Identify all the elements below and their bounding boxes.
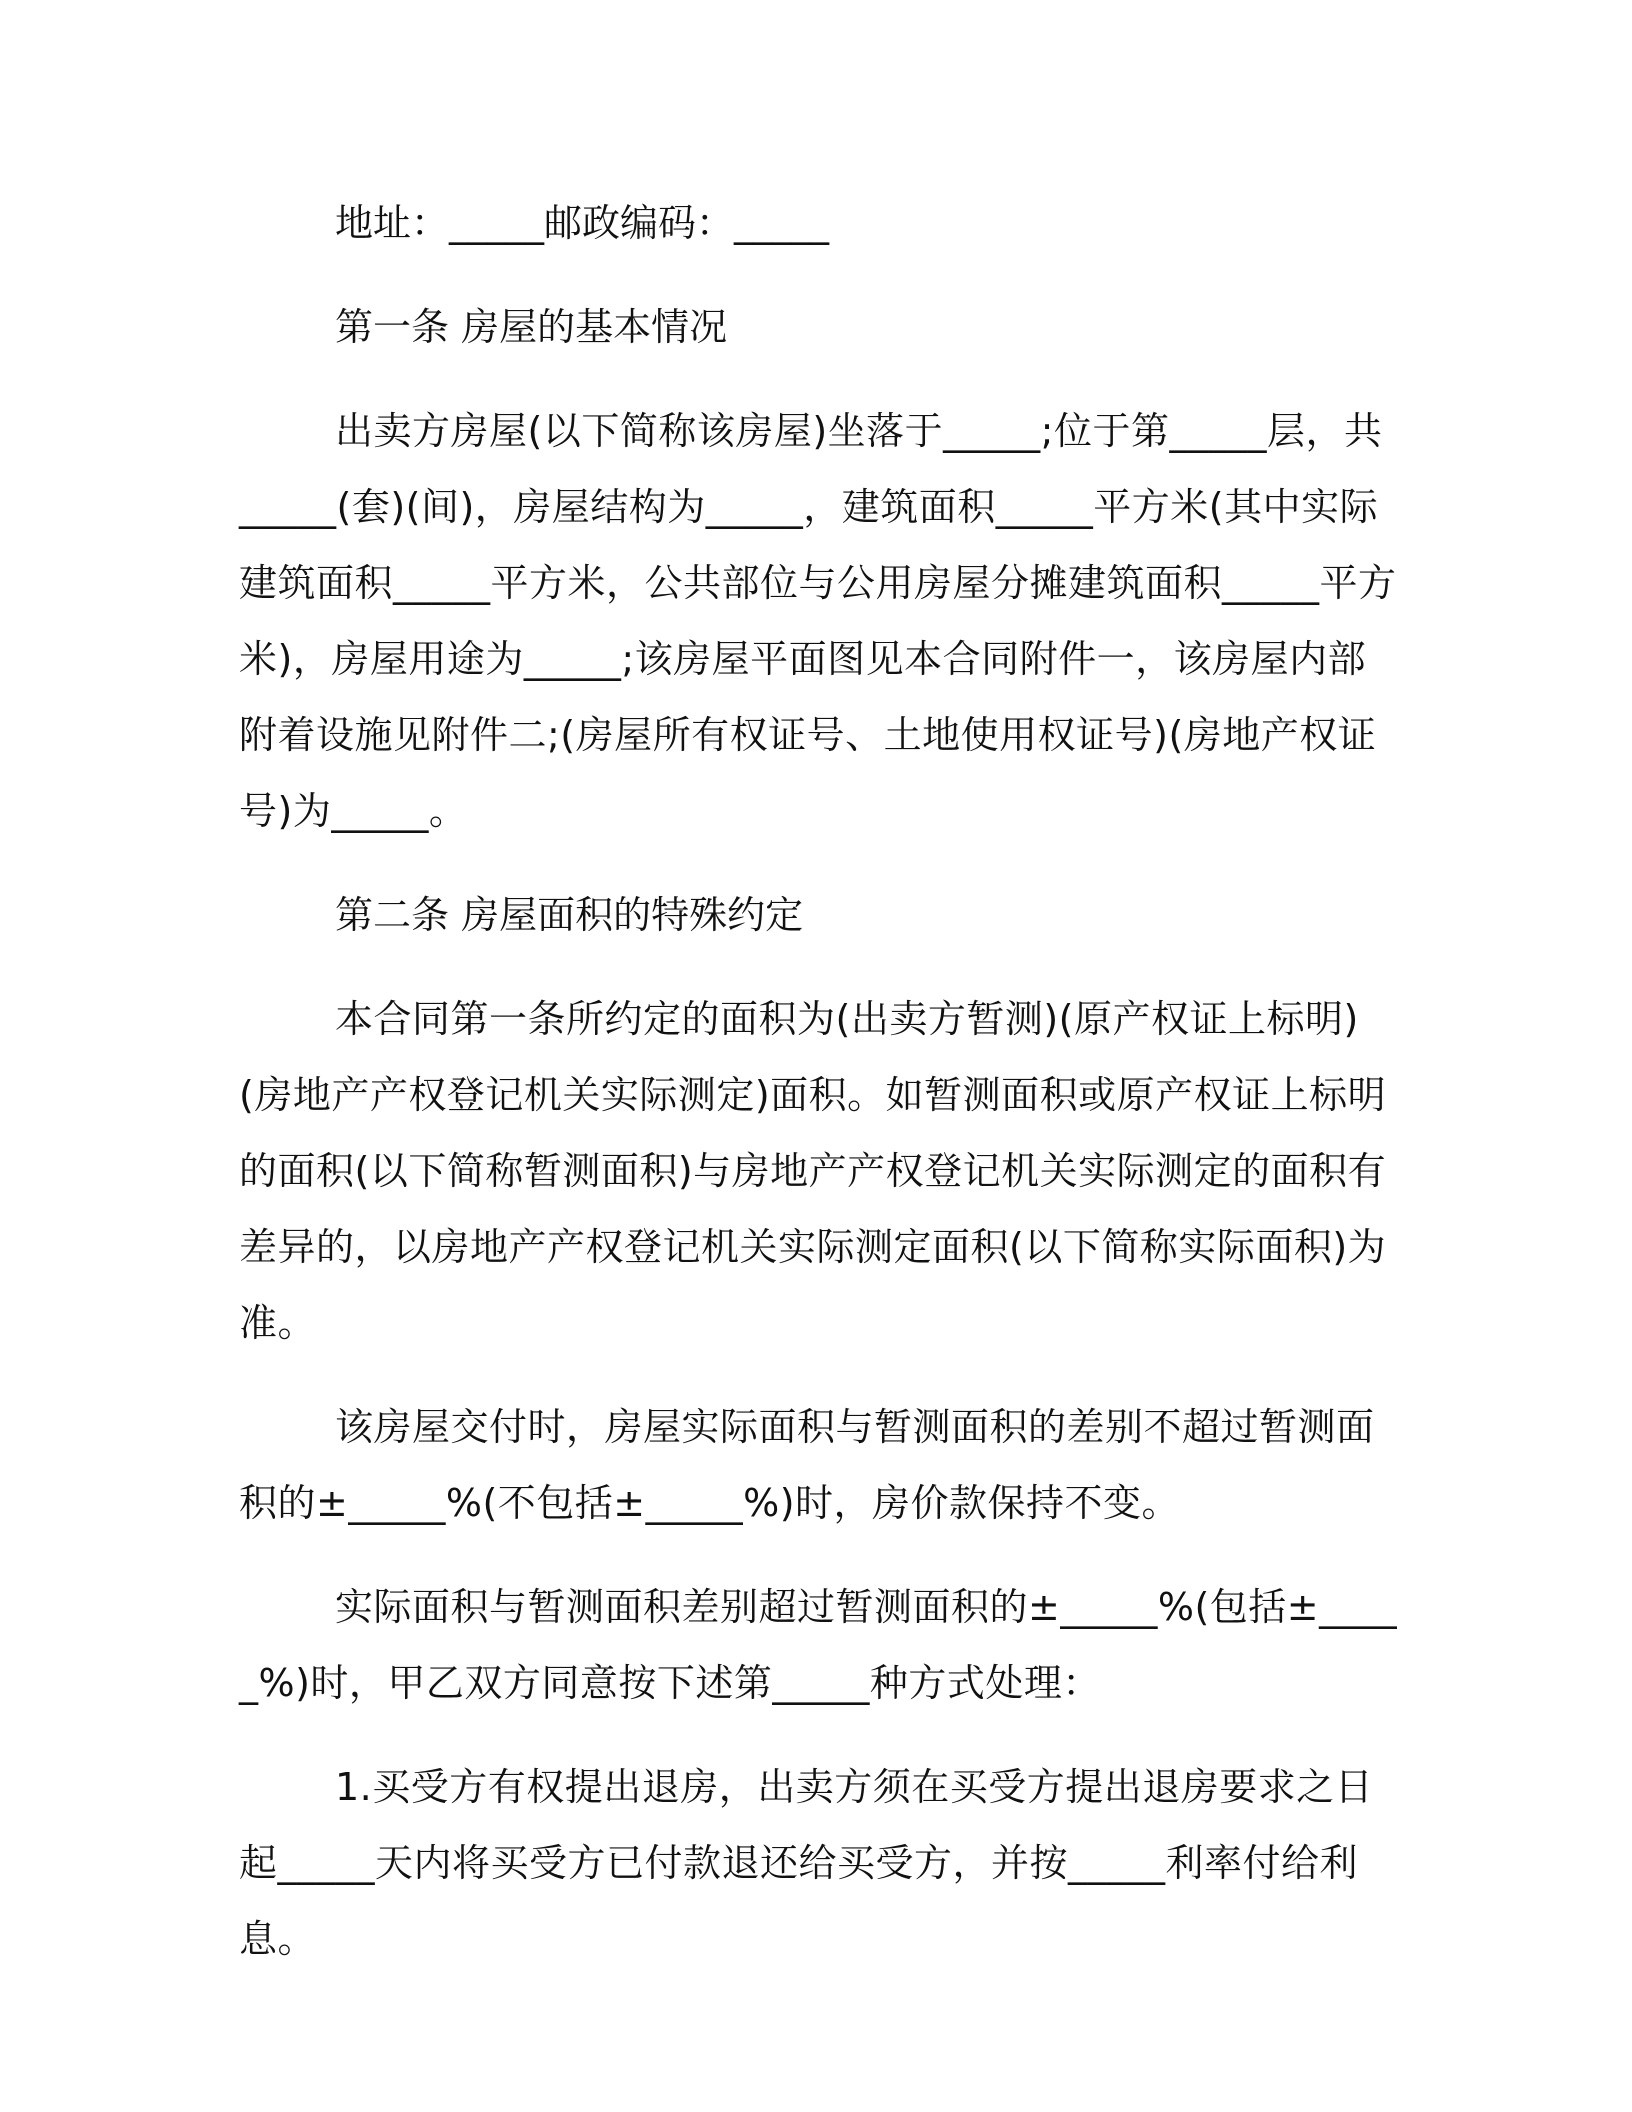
address-line: 地址：_____邮政编码：_____: [335, 201, 830, 245]
document-body: [239, 185, 1399, 1977]
article-1-heading: 第一条 房屋的基本情况: [335, 305, 728, 349]
article-2-paragraph-4: 1.买受方有权提出退房，出卖方须在买受方提出退房要求之日起_____天内将买受方已付款退还给买受方，并按_____利率付给利息。: [239, 1765, 1374, 1961]
article-2-paragraph-2: 该房屋交付时，房屋实际面积与暂测面积的差别不超过暂测面积的±_____%(不包括±_____%)时，房价款保持不变。: [239, 1405, 1375, 1525]
article-2-paragraph-1: 本合同第一条所约定的面积为(出卖方暂测)(原产权证上标明)(房地产产权登记机关实际测定)面积。如暂测面积或原产权证上标明的面积(以下简称暂测面积)与房地产产权登记机关实际测定的面积有差异的，以房地产产权登记机关实际测定面积(以下简称实际面积)为准。: [239, 997, 1387, 1345]
article-1-body: 出卖方房屋(以下简称该房屋)坐落于_____;位于第_____层，共_____(套)(间)，房屋结构为_____，建筑面积_____平方米(其中实际建筑面积_____平方米，公共部位与公用房屋分摊建筑面积_____平方米)，房屋用途为_____;该房屋平面图见本合同附件一，该房屋内部附着设施见附件二;(房屋所有权证号、土地使用权证号)(房地产权证号)为_____。: [239, 409, 1397, 833]
article-2-paragraph-3: 实际面积与暂测面积差别超过暂测面积的±_____%(包括±_____%)时，甲乙双方同意按下述第_____种方式处理：: [239, 1585, 1398, 1705]
article-2-heading: 第二条 房屋面积的特殊约定: [335, 893, 804, 937]
